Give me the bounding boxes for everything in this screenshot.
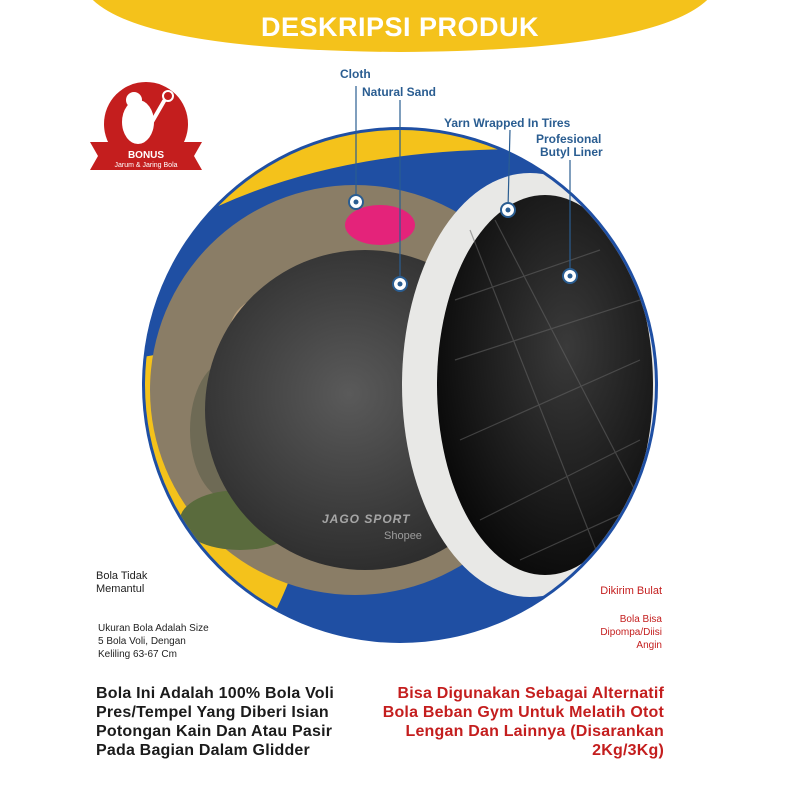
note-bisa-dipompa: Bola Bisa Dipompa/Diisi Angin [600,614,662,651]
label-butyl-line2: Butyl Liner [540,145,603,159]
note-tidak-memantul: Bola Tidak Memantul [96,570,148,595]
bonus-title: BONUS [127,150,165,161]
bonus-badge [88,80,204,180]
label-natural-sand: Natural Sand [362,85,437,99]
bonus-subtitle: Jarum & Jaring Bola [114,162,178,169]
label-yarn-wrapped: Yarn Wrapped In Tires [444,116,571,130]
watermark-shop: Shopee [384,530,422,542]
page-title: DESKRIPSI PRODUK [260,12,540,42]
note-ukuran-bola: Ukuran Bola Adalah Size 5 Bola Voli, Dengan Keliling 63-67 Cm [98,623,209,660]
description-right: Bisa Digunakan Sebagai Alternatif Bola Beban Gym Untuk Melatih Otot Lengan Dan Lainnya (Disarankan 2Kg/3Kg) [382,685,664,759]
description-left: Bola Ini Adalah 100% Bola Voli Pres/Tempel Yang Diberi Isian Potongan Kain Dan Atau Pasir Pada Bagian Dalam Glidder [96,685,335,759]
note-dikirim-bulat: Dikirim Bulat [600,585,662,597]
label-cloth: Cloth [340,67,371,81]
watermark-brand: JAGO SPORT [322,512,411,526]
label-butyl-line1: Profesional [536,132,602,146]
